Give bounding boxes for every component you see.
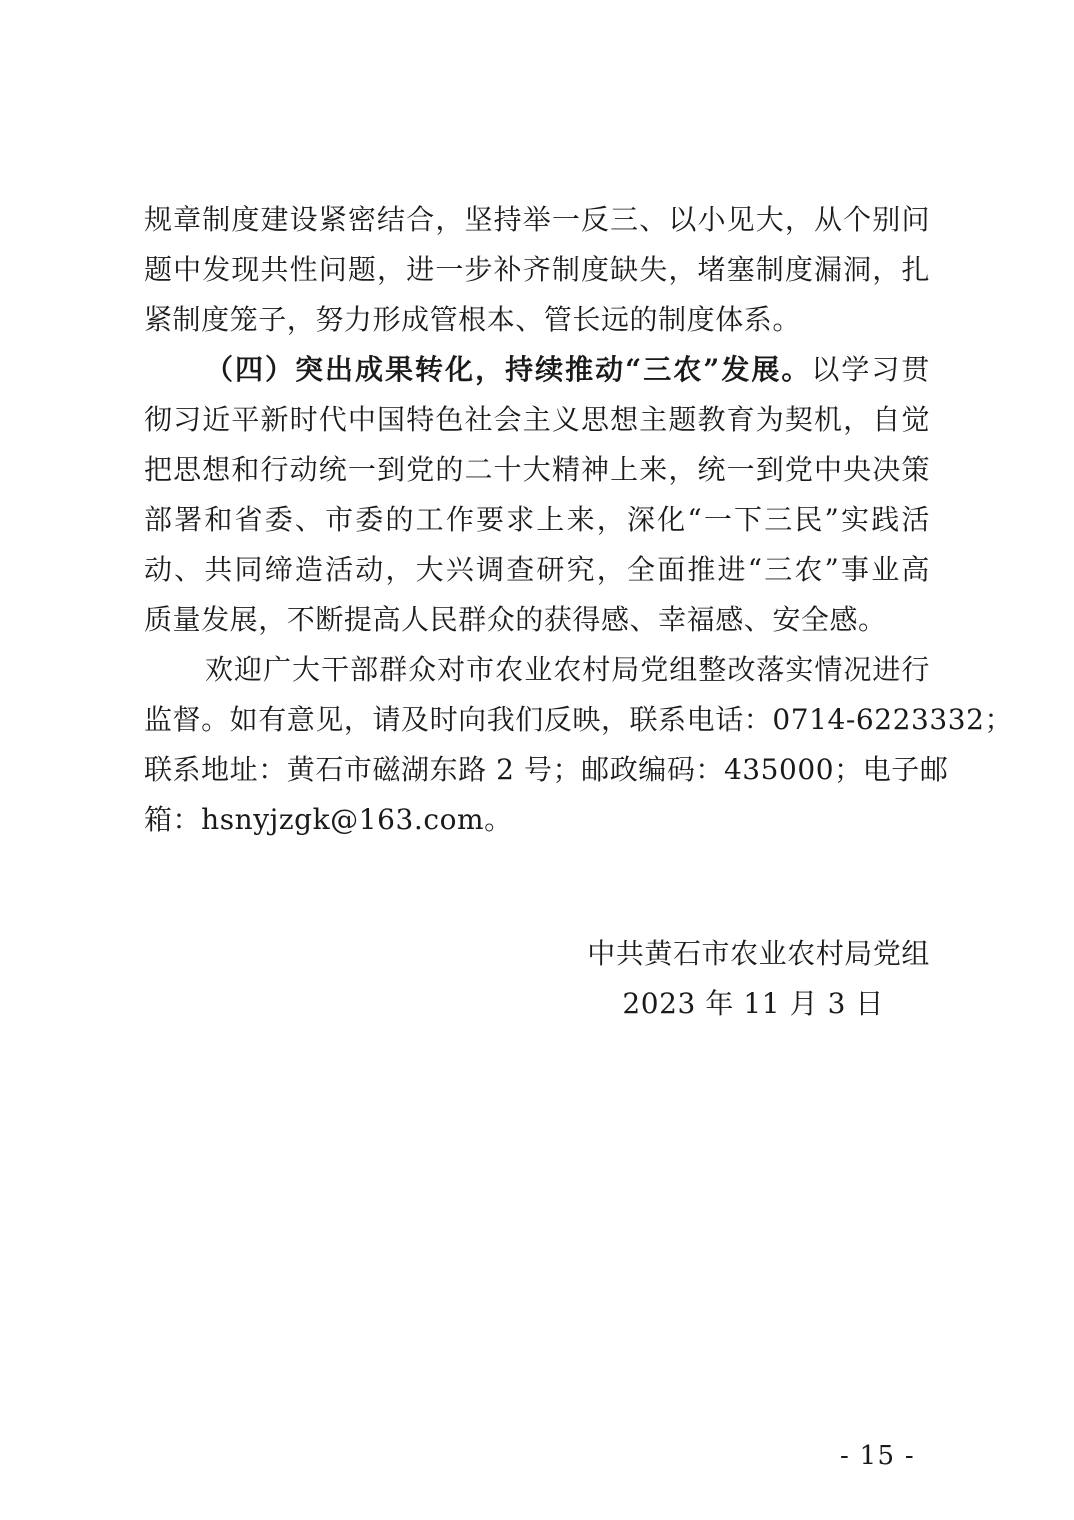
text-line: 题中发现共性问题，进一步补齐制度缺失，堵塞制度漏洞，扎 bbox=[144, 253, 930, 286]
text-span: 以学习贯 bbox=[811, 353, 930, 386]
text-line: 紧制度笼子，努力形成管根本、管长远的制度体系。 bbox=[144, 303, 801, 336]
text-line: 动、共同缔造活动，大兴调查研究，全面推进“三农”事业高 bbox=[144, 553, 930, 586]
text-line bbox=[205, 346, 930, 394]
text-line: 联系地址：黄石市磁湖东路 2 号；邮政编码：435000；电子邮 bbox=[144, 753, 949, 786]
section-heading: （四）突出成果转化，持续推动“三农”发展。 bbox=[205, 353, 812, 386]
text-line: 把思想和行动统一到党的二十大精神上来，统一到党中央决策 bbox=[144, 453, 930, 486]
text-line: 质量发展，不断提高人民群众的获得感、幸福感、安全感。 bbox=[144, 603, 887, 636]
text-line: 彻习近平新时代中国特色社会主义思想主题教育为契机，自觉 bbox=[144, 403, 930, 436]
text-line: 欢迎广大干部群众对市农业农村局党组整改落实情况进行 bbox=[205, 653, 930, 686]
signature-organization: 中共黄石市农业农村局党组 bbox=[587, 937, 930, 970]
text-line: 监督。如有意见，请及时向我们反映，联系电话：0714-6223332； bbox=[144, 703, 1014, 736]
signature-date: 2023 年 11 月 3 日 bbox=[622, 987, 884, 1020]
text-line: 规章制度建设紧密结合，坚持举一反三、以小见大，从个别问 bbox=[144, 203, 930, 236]
page-number: - 15 - bbox=[840, 1441, 915, 1471]
text-line: 部署和省委、市委的工作要求上来，深化“一下三民”实践活 bbox=[144, 503, 930, 536]
text-line: 箱：hsnyjzgk@163.com。 bbox=[144, 803, 513, 836]
